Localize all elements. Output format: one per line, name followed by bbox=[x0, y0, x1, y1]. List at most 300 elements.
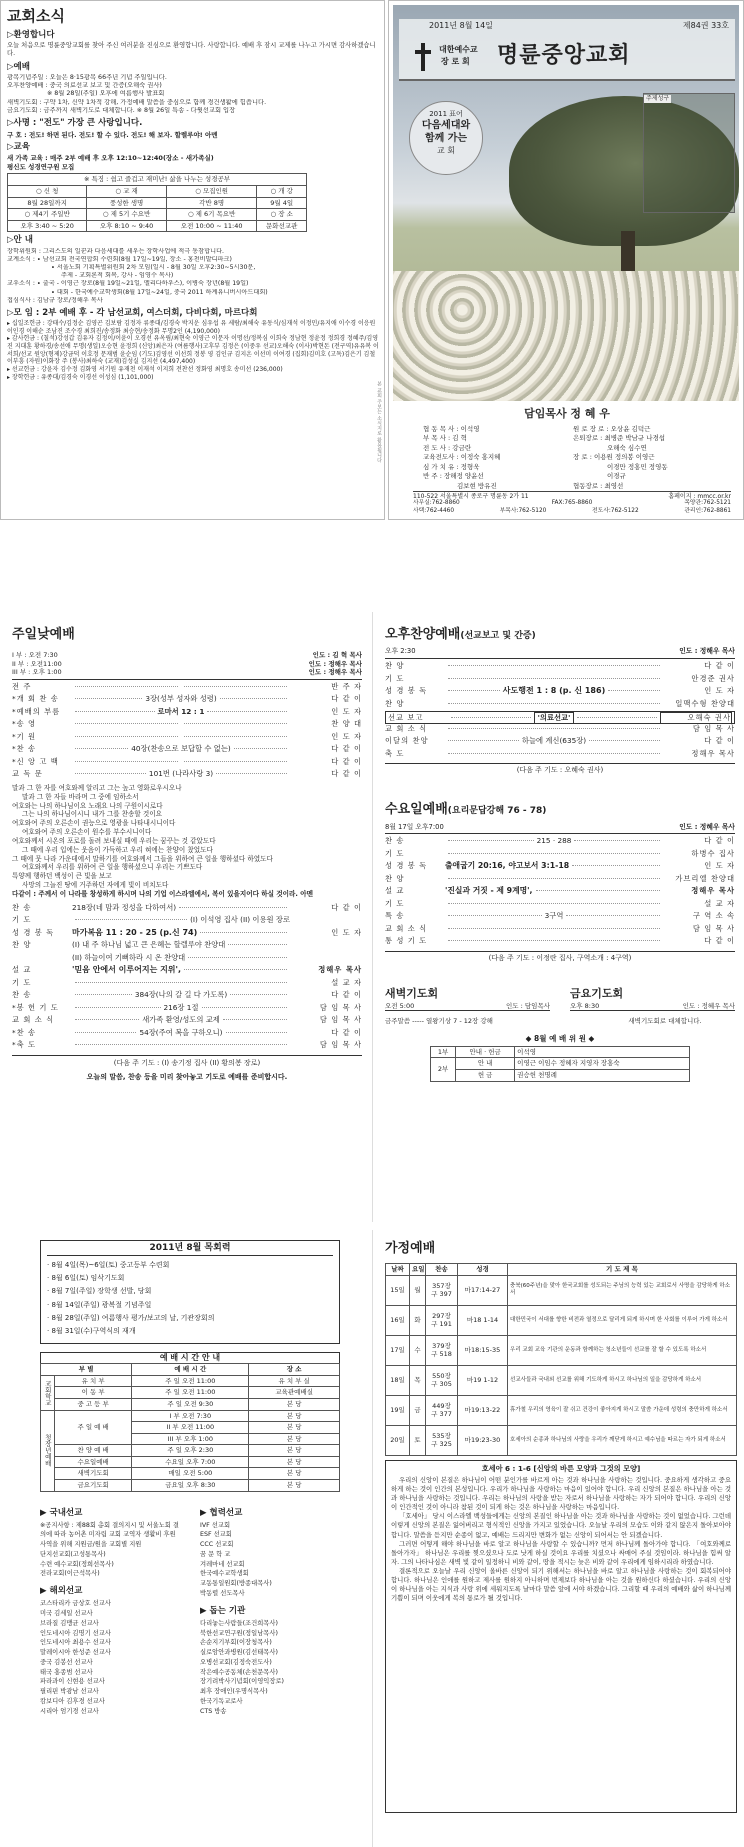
overseas-mission-line: 캄보디아 김후경 선교사 bbox=[40, 1697, 105, 1705]
table-cell: 각반 8명 bbox=[166, 197, 257, 209]
wednesday-subtitle: (요리문답강해 76 - 78) bbox=[447, 806, 547, 817]
reading-line: 그는 나의 하나님이시니 내가 그를 찬송할 것이요 bbox=[22, 810, 162, 819]
reading-line: 여호와여 주의 오른손이 권능으로 영광을 나타내시니이다 bbox=[12, 819, 176, 828]
staff-entry: 협동장로 : 최영선 bbox=[573, 481, 624, 490]
order-item: 찬 송 215 · 288 다 같 이 bbox=[385, 836, 735, 846]
staff-entry: 오해숙 심수연 bbox=[607, 443, 647, 452]
calendar-box bbox=[40, 1240, 340, 1344]
coop-mission-line: IVF 선교회 bbox=[200, 1521, 231, 1529]
staff-entry: 심 가 치 유 : 정형욱 bbox=[423, 462, 480, 471]
worship-line: 오후찬양예배 : 중국 의료선교 보고 및 간증(오해숙 권사) bbox=[7, 82, 162, 90]
table-cell: 마18:15-35 bbox=[458, 1335, 508, 1365]
table-cell: 마19:13-22 bbox=[458, 1395, 508, 1425]
phone: 전도사:762-5122 bbox=[592, 508, 639, 514]
welcome-heading: ▷환영합니다 bbox=[7, 29, 55, 40]
schedule-group: 교회학교 bbox=[41, 1375, 55, 1410]
devotional-paragraph: 결론적으로 오늘날 우리 신앙이 올바른 신앙이 되기 위해서는 하나님을 바로 알고 하나님을 사랑하는 것이 회복되어야 합니다. 하나님은 인애를 원하고 제사를 원하지 아니하며 번제보다 하나님을 아는 것을 원하신다 하셨습니다. 우리의 신앙이 하나님을 아는 지식과 사랑 위에 세워지도록 날마다 말씀 앞에 서야 하겠습니다. 그리할 때 우리의 예배와 삶이 하나님께 기쁨이 되며 이웃에게 복의 통로가 될 것입니다. bbox=[391, 1566, 731, 1603]
cover-page bbox=[388, 0, 744, 520]
order-item: 전 주 반 주 자 bbox=[12, 681, 362, 691]
table-cell: 마19:23-30 bbox=[458, 1425, 508, 1455]
reading-line: 말과 그 한 자를 여호와께 알리고 그는 높고 영화로우시오나 bbox=[12, 783, 182, 792]
staff-entry: 교육전도사 : 이정숙 홍지혜 bbox=[423, 453, 501, 462]
table-cell: 충북(60주년)을 맞아 한국교회를 성도되는 주님의 능력 있는 교회로서 사명을 감당하게 하소서 bbox=[508, 1275, 737, 1305]
overseas-mission-line: 중국 김봉선 선교사 bbox=[40, 1658, 93, 1666]
overseas-mission-line: 필리핀 박광남 선교사 bbox=[40, 1688, 99, 1696]
phone: 관리인:762-8861 bbox=[684, 508, 731, 514]
devotional-paragraph: 그러면 어떻게 해야 하나님을 바로 알고 하나님을 사랑할 수 있습니까? 먼저 하나님께 돌아가야 합니다. 「여호와께로 돌아가자」 하나님은 우리를 찢으셨으나 도로 낫게 하실 것이요 우리를 치셨으나 싸매어 주실 것임이라. 하나님을 힘써 알자. 그의 나타나심은 새벽 빛 같이 일정하니 비와 같이, 땅을 적시는 늦은 비와 같이 우리에게 임하시리라 하였습니다. bbox=[391, 1539, 731, 1566]
info-line: 주제 - 교회론적 회복, 강사 - 임영수 목사) bbox=[61, 272, 174, 280]
friday-title: 금요기도회 bbox=[570, 987, 624, 1001]
table-cell: ○ 교 재 bbox=[87, 186, 166, 198]
table-header: 예 배 시 간 bbox=[132, 1364, 249, 1376]
table-cell: 금요기도회 bbox=[55, 1479, 132, 1491]
table-cell: I 부 오전 7:30 bbox=[132, 1410, 249, 1422]
table-cell: 오전 10:00 ~ 11:40 bbox=[166, 220, 257, 232]
devotional-box bbox=[385, 1460, 737, 1813]
domestic-mission-line: 수련 예수교회(정희선목사) bbox=[40, 1560, 114, 1568]
order-item: 교 회 소 식 새가족 환영/성도의 교제 담 임 목 사 bbox=[12, 1015, 362, 1025]
table-cell: 수요일예배 bbox=[55, 1456, 132, 1468]
coop-mission-line: 박동렬 선도목사 bbox=[200, 1589, 245, 1597]
table-cell: 월 bbox=[410, 1275, 426, 1305]
table-cell: 19일 bbox=[386, 1395, 410, 1425]
pastor-title: 담임목사 정 혜 우 bbox=[524, 407, 610, 420]
church-name: 명륜중앙교회 bbox=[497, 43, 631, 68]
reading-line: 여호와는 나의 하나님이요 노래요 나의 구원이시로다 bbox=[12, 801, 163, 810]
service-time: II 부 : 오전11:00 bbox=[12, 659, 62, 668]
staff-entry: 부 목 사 : 김 혁 bbox=[423, 434, 467, 443]
table-cell: 20일 bbox=[386, 1425, 410, 1455]
table-cell: 449장 구 377 bbox=[426, 1395, 458, 1425]
table-header: 요일 bbox=[410, 1264, 426, 1276]
table-cell: 유 치 부 bbox=[55, 1375, 132, 1387]
afternoon-worship-page bbox=[372, 612, 744, 1222]
motto-circle bbox=[409, 101, 483, 175]
table-cell: 중 고 등 부 bbox=[55, 1398, 132, 1410]
table-cell: 교육관예배실 bbox=[249, 1387, 340, 1399]
staff-entry: 전 도 사 : 강금란 bbox=[423, 443, 472, 452]
support-org-line: 장기려박사기념회(이영익장로) bbox=[200, 1678, 284, 1686]
order-item: 기 도 (I) 이석영 집사 (II) 이용원 장로 bbox=[12, 915, 290, 925]
phone: 목양관:762-5121 bbox=[684, 500, 731, 506]
education-line: 평신도 성경연구원 모집 bbox=[7, 162, 75, 171]
order-item: 성 경 봉 독 마가복음 11 : 20 - 25 (p.신 74) 인 도 자 bbox=[12, 927, 362, 937]
table-cell: 주 일 오전 9:30 bbox=[132, 1398, 249, 1410]
service-leader: 인도 : 정해우 목사 bbox=[308, 668, 362, 677]
devotional-title: 호세아 6 : 1-6 [신앙의 바른 모양과 그것의 모양] bbox=[481, 1463, 641, 1473]
table-cell: 본 당 bbox=[249, 1445, 340, 1457]
service-leader: 인도 : 김 혁 목사 bbox=[312, 651, 362, 660]
order-item: 축 도 정해우 목사 bbox=[385, 748, 735, 758]
table-cell: 본 당 bbox=[249, 1479, 340, 1491]
phone: FAX:765-8860 bbox=[551, 500, 593, 506]
support-org-line: 다리놓는사람들(조건희목사) bbox=[200, 1619, 278, 1627]
support-org-line: 북한선교연구원(정일남목사) bbox=[200, 1629, 278, 1637]
table-cell: 16일 bbox=[386, 1305, 410, 1335]
staff-entry: 김보현 방유진 bbox=[457, 481, 497, 490]
support-org-line: 오병선교회(김정숙전도사) bbox=[200, 1658, 272, 1666]
church-sect-bottom: 장 로 회 bbox=[441, 57, 470, 66]
coop-mission-line: ESF 선교회 bbox=[200, 1531, 232, 1539]
table-cell: 주 일 오전 11:00 bbox=[132, 1375, 249, 1387]
devotional-paragraph: 「호세아」 당시 이스라엘 백성들에게는 신앙의 본질인 하나님을 아는 것과 하나님을 사랑하는 것이 없었습니다. 그런데 이렇게 신앙의 본질은 잃어버리고 형식적인 신앙을 가지고 있었습니다. 오늘날 우리의 모습도 이와 같지 않은지 돌아보아야 합니다. 말씀을 듣지만 순종이 없고, 예배는 드리지만 변화가 없는 신앙이 되어서는 안 되겠습니다. bbox=[391, 1512, 731, 1539]
staff-entry: 은퇴장로 : 최병준 박남규 나경섭 bbox=[573, 434, 666, 443]
worship-line: 새벽기도회 : 구약 1차, 신약 1차적 강해, 가정예배 말씀을 중심으로 함께 경건생활에 힘씁니다. bbox=[7, 98, 267, 106]
table-cell: ○ 신 청 bbox=[8, 186, 87, 198]
reading-line: 그 때에 뭇 나라 가운데에서 말하기를 여호와께서 그들을 위하여 큰 일을 행하셨다 하였도다 bbox=[12, 854, 273, 863]
table-cell: 이 동 부 bbox=[55, 1387, 132, 1399]
info-line: ∙ 서울노회 기획특별위원회 2차 모임(일시 - 8월 30일 오후2:30~5시30분, bbox=[51, 263, 256, 271]
wednesday-next: (다음 주 기도 : 이정란 집사, 구역소개 : 4구역) bbox=[488, 953, 632, 962]
schedule-table bbox=[40, 1363, 340, 1491]
staff-entry: 장 로 : 이용원 정의봉 이영근 bbox=[573, 453, 655, 462]
order-item: *개 회 찬 송 3장(성부 성자와 성령) 다 같 이 bbox=[12, 694, 362, 704]
reading-line: 여호와여 주의 오른손이 원수를 부수시니이다 bbox=[22, 828, 152, 837]
dawn-leader: 인도 : 담임목사 bbox=[506, 1001, 550, 1010]
table-cell: 매일 오전 5:00 bbox=[132, 1468, 249, 1480]
order-item: 설 교 '진실과 거짓 - 제 9계명', 정해우 목사 bbox=[385, 886, 735, 896]
table-cell: 금요일 오후 8:30 bbox=[132, 1479, 249, 1491]
responsive-reading bbox=[12, 784, 362, 899]
wednesday-time: 8월 17일 오후7:00 bbox=[385, 822, 444, 831]
motto-line: 함께 가는 bbox=[424, 133, 468, 145]
family-worship-page bbox=[372, 1230, 744, 1847]
table-header: 성경 bbox=[458, 1264, 508, 1276]
support-org-line: 실로암안과병원(김선태목사) bbox=[200, 1649, 278, 1657]
table-cell: 유 치 부 실 bbox=[249, 1375, 340, 1387]
table-cell: ○ 제4기 주일반 bbox=[8, 209, 87, 221]
support-org-line: 작은예수공동체(손천문목사) bbox=[200, 1668, 278, 1676]
overseas-mission-line: 브라질 김맹균 선교사 bbox=[40, 1619, 99, 1627]
motto-line: 교 회 bbox=[437, 145, 455, 155]
next-week-prayer: (다음 주 기도 : (I) 송기정 집사 (II) 황의봉 장로) bbox=[113, 1058, 261, 1067]
calendar-item: · 8월 4일(목)~6일(토) 중고등부 수련회 bbox=[47, 1260, 170, 1269]
table-cell: 주 일 예 배 bbox=[55, 1410, 132, 1445]
table-cell: 우리 교회 교육 기관의 운동과 함께하는 청소년들이 선교를 잘 할 수 있도록 하소서 bbox=[508, 1335, 737, 1365]
table-cell: II 부 오전 11:00 bbox=[132, 1422, 249, 1434]
calendar-item: · 8월 7일(주일) 장학생 선발, 당회 bbox=[47, 1287, 152, 1296]
calendar-item: · 8월 28일(주일) 여름행사 평가/보고의 날, 기관장회의 bbox=[47, 1314, 215, 1323]
afternoon-subtitle: (선교보고 및 간증) bbox=[460, 631, 536, 641]
table-cell: 본 당 bbox=[249, 1422, 340, 1434]
support-org-line: 최후 장애인(우명식목사) bbox=[200, 1688, 268, 1696]
table-cell: 선교사들과 국내외 선교를 위해 기도하게 하시고 하나님의 일을 감당하게 하소서 bbox=[508, 1365, 737, 1395]
order-item: *축 도 담 임 목 사 bbox=[12, 1040, 362, 1050]
afternoon-next: (다음 주 기도 : 오혜숙 권사) bbox=[516, 766, 604, 775]
order-item: 찬 송 384장(나의 갈 길 다 가도록) 다 같 이 bbox=[12, 990, 362, 1000]
order-item: 교 회 소 식 담 임 목 사 bbox=[385, 723, 735, 733]
reading-line: 말과 그 한 자들 바라며 그 중에 임하소서 bbox=[22, 792, 139, 801]
afternoon-title: 오후찬양예배 bbox=[385, 627, 461, 642]
info-line: 접심식사 : 김남규 장로/정해우 목사 bbox=[7, 296, 103, 304]
coop-mission-line: CCC 선교회 bbox=[200, 1541, 234, 1549]
table-cell: ○ 제 6기 목요반 bbox=[166, 209, 257, 221]
table-cell: 대한민국이 서대를 향한 비전과 열정으로 달리게 되게 하시며 한 사회를 이루어 가게 하소서 bbox=[508, 1305, 737, 1335]
dawn-text: 금주말씀 ----- 열왕기상 7 - 12장 강해 bbox=[385, 1017, 493, 1026]
worship-heading: ▷예배 bbox=[7, 61, 30, 72]
dawn-time: 오전 5:00 bbox=[385, 1001, 415, 1010]
staff-entry: 이경규 bbox=[607, 472, 626, 481]
table-cell: 휴가철 우리의 영육이 잘 쉬고 건강이 좋아지게 하시고 말씀 가운데 성령의 충만하게 하소서 bbox=[508, 1395, 737, 1425]
education-heading: ▷교육 bbox=[7, 142, 30, 153]
table-cell: 풍성한 생명 bbox=[87, 197, 166, 209]
worship-line: ※ 8월 28일(주일) 오후에 여름행사 발표회 bbox=[47, 90, 165, 98]
table-cell: 주 일 오전 11:00 bbox=[132, 1387, 249, 1399]
mission-text: 구 호 : 전도! 하면 된다. 전도! 할 수 있다. 전도! 해 보자. 할렐루야! 아멘 bbox=[7, 130, 218, 139]
table-cell: 17일 bbox=[386, 1335, 410, 1365]
calendar-item: · 8월 14일(주일) 광복절 기념주일 bbox=[47, 1300, 152, 1309]
welcome-text: 오늘 처음으로 명륜중앙교회를 찾아 주신 여러분을 진심으로 환영합니다. 사랑합니다. 예배 후 잠시 교제를 나누고 가시면 감사하겠습니다. bbox=[7, 42, 376, 58]
table-cell: 주 일 오후 2:30 bbox=[132, 1445, 249, 1457]
reading-line: 다같이 : 주께서 이 나라를 창성하게 하시며 나의 기업 이스라엘에서, 복이 있을지어다 하실 것이라. 아멘 bbox=[12, 889, 313, 898]
schedule-group: 청장년예배 bbox=[41, 1410, 55, 1491]
info-heading: ▷안 내 bbox=[7, 235, 33, 246]
order-item: 기 도 설 교 자 bbox=[12, 977, 362, 987]
cross-icon bbox=[413, 43, 433, 71]
info-line: 장학위원회 : 그리스도의 일꾼과 다음세대를 세우는 장학사업에 적극 동참합니다. bbox=[7, 247, 225, 255]
table-cell: ○ 제 5기 수요반 bbox=[87, 209, 166, 221]
family-worship-table bbox=[385, 1263, 737, 1456]
table-cell: 권승헌 천명례 bbox=[515, 1069, 690, 1081]
table-header: 찬송 bbox=[426, 1264, 458, 1276]
dawn-title: 새벽기도회 bbox=[385, 987, 439, 1001]
staff-list bbox=[423, 425, 723, 491]
table-cell: 호세아의 순종과 하나님의 사랑을 우리가 깨닫게 하시고 예수님을 따르는 자가 되게 하소서 bbox=[508, 1425, 737, 1455]
table-cell: 안 내 bbox=[456, 1058, 515, 1070]
overseas-mission-line: 인도네시아 최용수 선교사 bbox=[40, 1639, 111, 1647]
table-cell: 마17:14-27 bbox=[458, 1275, 508, 1305]
church-sect-top: 대한예수교 bbox=[439, 45, 478, 54]
sunday-worship-title: 주일낮예배 bbox=[12, 627, 75, 642]
order-item: 찬 양 일맥수형 찬양대 bbox=[385, 698, 735, 708]
info-line: 교우소식 : ∙ 출국 - 이영근 장로(8월 19일~21일, 멜리다하우스), 이병숙 장년(8월 19일) bbox=[7, 280, 249, 288]
order-item: 이달의 찬양 하늘에 계신(635장) 다 같 이 bbox=[385, 736, 735, 746]
roster-table bbox=[430, 1046, 690, 1082]
calendar-title: 2011년 8월 목회력 bbox=[47, 1243, 333, 1256]
bible-study-table bbox=[7, 173, 307, 232]
phone: 사무실:762-8860 bbox=[413, 500, 460, 506]
phone-row bbox=[413, 500, 731, 508]
motto-line: 다음세대와 bbox=[421, 120, 471, 132]
support-org-line: 손순지기부회(이장청목사) bbox=[200, 1639, 272, 1647]
calendar-page bbox=[0, 1230, 372, 1847]
reading-line: 여호와께서 우리를 위하여 큰 일을 행하셨으니 우리는 기쁘도다 bbox=[22, 863, 203, 872]
table-header: 날짜 bbox=[386, 1264, 410, 1276]
table-cell: 안내 · 헌금 bbox=[456, 1046, 515, 1058]
staff-entry: 반 주 : 장해정 양윤선 bbox=[423, 472, 484, 481]
worship-line: 광복기념주일 : 오늘은 8·15광복 66주년 기념 주일입니다. bbox=[7, 73, 167, 81]
offering-heading: ▷모 임 : 2부 예배 후 - 각 남선교회, 여스더회, 다비다회, 마르다회 bbox=[7, 307, 258, 318]
devotional-paragraph: 우리의 신앙이 본질은 하나님이 어떤 분인가를 바르게 아는 것과 하나님을 사랑하는 것입니다. 중요하게 생각하고 중요하게 하는 것이 인간의 본성입니다. 우리가 하나님을 사랑하는 마음이 있어야 합니다. 우리 신앙의 본질은 하나님을 아는 것과 하나님을 사랑하는 것입니다. 우리는 하나님의 사랑을 받는 자로서 하나님을 사랑하는 자가 되어야 합니다. 우리의 신앙이 인간적인 것이 아니라 참된 것이 되게 하는 것은 하나님을 사랑하는 마음입니다. bbox=[391, 1475, 731, 1512]
table-header: 기 도 제 목 bbox=[508, 1264, 737, 1276]
phone-row bbox=[413, 508, 731, 516]
staff-entry: 원 로 장 로 : 오상윤 김덕근 bbox=[573, 425, 651, 433]
overseas-mission-line: 파라과이 신현용 선교사 bbox=[40, 1678, 105, 1686]
domestic-mission-line: ※공지사항 : 제88회 총회 결의지시 및 서울노회 결의에 따라 농어촌 미자립 교회 교역자 생활비 후원 사역을 위해 지원금/원을 교회별 지원 bbox=[40, 1521, 179, 1549]
table-cell: 이석영 bbox=[515, 1046, 690, 1058]
family-worship-title: 가정예배 bbox=[385, 1241, 436, 1256]
schedule-title: 예 배 시 간 안 내 bbox=[40, 1352, 340, 1364]
offering-line: ▸ 장학헌금 : 유종대/김경숙 이경선 이성심 (1,101,000) bbox=[7, 373, 154, 381]
order-item: *찬 송 40장(찬송으로 보답할 수 없는) 다 같 이 bbox=[12, 744, 362, 754]
table-cell: 본 당 bbox=[249, 1398, 340, 1410]
friday-leader: 인도 : 정혜우 목사 bbox=[682, 1001, 735, 1010]
order-item: *신 앙 고 백 다 같 이 bbox=[12, 756, 362, 766]
table-cell: 이영근 이임수 정혜자 지영자 장홍숙 bbox=[515, 1058, 690, 1070]
coop-mission-line: 교동통일원회(방종대목사) bbox=[200, 1580, 272, 1588]
motto-title: 2011 표어 bbox=[429, 110, 463, 118]
table-cell: 2부 bbox=[431, 1058, 456, 1081]
overseas-mission-line: 코스타리카 금상호 선교사 bbox=[40, 1600, 111, 1608]
footer-note: 오늘의 말씀, 찬송 등을 미리 찾아놓고 기도로 예배를 준비합시다. bbox=[86, 1072, 288, 1081]
reading-line: 사망의 그늘진 땅에 거주하던 자에게 빛이 비치도다 bbox=[22, 881, 169, 889]
table-cell: 297장 구 191 bbox=[426, 1305, 458, 1335]
afternoon-time: 오후 2:30 bbox=[385, 647, 416, 656]
service-time: I 부 : 오전 7:30 bbox=[12, 651, 58, 660]
theme-verse-box bbox=[643, 93, 735, 213]
afternoon-leader: 인도 : 정해우 목사 bbox=[679, 647, 735, 656]
table-cell: 550장 구 305 bbox=[426, 1365, 458, 1395]
table-cell: 535장 구 325 bbox=[426, 1425, 458, 1455]
table-cell: 1부 bbox=[431, 1046, 456, 1058]
table-cell: 화 bbox=[410, 1305, 426, 1335]
staff-entry: 협 동 목 사 : 이석영 bbox=[423, 425, 480, 433]
table-cell: ○ 모집인원 bbox=[166, 186, 257, 198]
order-item: (II) 하늘이여 기뻐하라 시 온 찬양대 bbox=[12, 953, 362, 966]
order-item: 찬 양 다 같 이 bbox=[385, 661, 735, 671]
order-item: 성 경 봉 독 사도행전 1 : 8 (p. 신 186) 인 도 자 bbox=[385, 686, 735, 696]
friday-time: 오후 8:30 bbox=[570, 1001, 600, 1010]
friday-text: 새벽기도회로 대체합니다. bbox=[628, 1017, 702, 1026]
table-cell: 수 bbox=[410, 1335, 426, 1365]
overseas-mission-line: 말레이시아 한성준 선교사 bbox=[40, 1649, 111, 1657]
table-cell: 본 당 bbox=[249, 1468, 340, 1480]
order-item: *기 원 인 도 자 bbox=[12, 731, 362, 741]
calendar-item: · 8월 31일(수)구역식의 재개 bbox=[47, 1327, 136, 1336]
domestic-mission-line: 전라교회(이근석목사) bbox=[40, 1570, 100, 1578]
table-cell: 수요일 오후 7:00 bbox=[132, 1456, 249, 1468]
table-cell: 오후 8:10 ~ 9:40 bbox=[87, 220, 166, 232]
overseas-mission-heading: ▶ 해외선교 bbox=[40, 1586, 83, 1597]
sunday-worship-page bbox=[0, 612, 372, 1222]
support-org-heading: ▶ 돕는 기관 bbox=[200, 1605, 246, 1616]
address: 110-522 서울특별시 종로구 명륜동 2가 11 bbox=[413, 493, 529, 500]
news-page bbox=[0, 0, 385, 520]
order-item: 교 독 문 101번 (나라사랑 3) 다 같 이 bbox=[12, 769, 362, 779]
news-title: 교회소식 bbox=[7, 7, 65, 25]
mission-heading: ▷사명 : "전도" 가장 큰 사랑입니다. bbox=[7, 118, 143, 129]
table-cell: 금 bbox=[410, 1395, 426, 1425]
order-item: 기 도 설 교 자 bbox=[385, 898, 735, 908]
overseas-mission-line: 시리아 엄기경 선교사 bbox=[40, 1707, 99, 1715]
info-line: 교계소식 : ∙ 남선교회 전국연합회 수련회(8월 17일~19일, 장소 - 홍천비발디파크) bbox=[7, 255, 232, 263]
overseas-mission-line: 태국 홍종범 선교사 bbox=[40, 1668, 93, 1676]
info-line: ∙ 대회 - 한국예수교학생회(8월 17일~24일, 중국 2011 하계유니버시아드대회) bbox=[51, 288, 268, 296]
wednesday-title: 수요일예배 bbox=[385, 802, 448, 818]
offering-line: ▸ 선교헌금 : 강윤자 김수정 김화영 서기원 유재천 이재석 이지희 전찬선 정화영 최명호 송미선 (236,000) bbox=[7, 366, 283, 374]
cover-issue: 제84권 33호 bbox=[682, 21, 729, 30]
coop-mission-line: 한국예수교학생회 bbox=[200, 1570, 249, 1578]
table-cell: 찬 양 예 배 bbox=[55, 1445, 132, 1457]
offering-line: ▸ 십일조헌금 : 강태수/김정순 김영곤 김보람 김정자 류종대/김경숙 박지운 심우섭 유 세람/최해숙 유동식/심재석 이정민/유지애 이수경 이응원 이인경 이해순 조남진 조수경 최희진/송정화 최승현/송정화 무명2인 (4,190,000) bbox=[7, 320, 376, 335]
reading-line: 여호와께서 시온의 포로를 돌려 보내실 때에 우리는 꿈꾸는 것 같았도다 bbox=[12, 836, 216, 845]
order-item: 설 교 '믿음 안에서 이루어지는 지위', 정해우 목사 bbox=[12, 965, 362, 975]
table-cell: 새벽기도회 bbox=[55, 1468, 132, 1480]
table-cell: 토 bbox=[410, 1425, 426, 1455]
table-cell: ○ 개 강 bbox=[257, 186, 307, 198]
order-item: 통 성 기 도 다 같 이 bbox=[385, 936, 735, 946]
table-cell: 오후 3:40 ~ 5:20 bbox=[8, 220, 87, 232]
table-cell: 본 당 bbox=[249, 1456, 340, 1468]
table-cell: 9월 4일 bbox=[257, 197, 307, 209]
order-item: 찬 송 218장(네 맘과 정성을 다하여서) 다 같 이 bbox=[12, 902, 362, 912]
order-item: *찬 송 54장(주여 복을 구하오니) 다 같 이 bbox=[12, 1027, 362, 1037]
coop-mission-line: 꿈 문 학 교 bbox=[200, 1550, 231, 1558]
order-item: *봉 헌 기 도 216장 1절 담 임 목 사 bbox=[12, 1002, 362, 1012]
table-cell: 357장 구 397 bbox=[426, 1275, 458, 1305]
order-item: 성 경 봉 독 출애굽기 20:16, 야고보서 3:1-18 인 도 자 bbox=[385, 861, 735, 871]
roster-title: ◆ 8월 예 배 위 원 ◆ bbox=[525, 1033, 595, 1043]
table-cell: 마18 1-14 bbox=[458, 1305, 508, 1335]
vertical-note: 본 교회 주보는 소식지로 활용됩니다 bbox=[376, 381, 382, 463]
table-cell: 본 당 bbox=[249, 1410, 340, 1422]
table-cell: 헌 금 bbox=[456, 1069, 515, 1081]
cover-date: 2011년 8월 14일 bbox=[429, 21, 493, 30]
cover-header bbox=[399, 19, 735, 81]
coop-mission-line: 겨레마네 선교회 bbox=[200, 1560, 245, 1568]
order-item: *예배의 부름 로마서 12 : 1 인 도 자 bbox=[12, 706, 362, 716]
service-leader: 인도 : 정해우 목사 bbox=[308, 659, 362, 668]
table-cell: 18일 bbox=[386, 1365, 410, 1395]
order-item: 기 도 안경준 권사 bbox=[385, 673, 735, 683]
service-time: III 부 : 오후 1:00 bbox=[12, 668, 62, 677]
reading-line: 그 때에 우리 입에는 웃음이 가득하고 우리 혀에는 찬양이 찼었도다 bbox=[22, 845, 213, 854]
wednesday-leader: 인도 : 정혜우 목사 bbox=[679, 822, 735, 831]
support-org-line: 한국기독교로사 bbox=[200, 1697, 243, 1705]
table-header: 부 별 bbox=[41, 1364, 132, 1376]
verse-tag: 주제성구 bbox=[646, 95, 670, 102]
support-org-line: CTS 방송 bbox=[200, 1707, 227, 1715]
table-cell: 8월 28일까지 bbox=[8, 197, 87, 209]
reading-line: 특양께 행하던 백성이 큰 빛을 보고 bbox=[12, 872, 112, 881]
order-item: 교 회 소 식 담 임 목 사 bbox=[385, 923, 735, 933]
table-cell: III 부 오후 1:00 bbox=[132, 1433, 249, 1445]
table-cell: 본 당 bbox=[249, 1433, 340, 1445]
order-item: 기 도 하병수 집사 bbox=[385, 848, 735, 858]
order-item: 찬 양 (I) 내 주 하나님 넓고 큰 은혜는 할렐루야 찬양대 bbox=[12, 940, 362, 953]
bible-study-banner: ※ 특징 : 쉽고 즐겁고 재미난! 삶을 나누는 성경공부 bbox=[8, 174, 307, 186]
order-item: 선교 보고 '의료선교' 오해숙 권사 bbox=[385, 711, 735, 724]
table-cell: 379장 구 518 bbox=[426, 1335, 458, 1365]
calendar-item: · 8월 6일(토) 임삭기도회 bbox=[47, 1274, 125, 1283]
table-cell: 15일 bbox=[386, 1275, 410, 1305]
table-cell: 문화선교관 bbox=[257, 220, 307, 232]
offering-line: ▸ 감사헌금 : (칠석)강성갑 김유자 김정이/이윤이 오경선 유옥림/최현숙 이영근 이문자 이명선/정복심 이희숙 정남현 정윤정 정희경 정혜주/김영진 지대훈 황하경/송선애 무명(생일)오승현 윤정희 (신앙)최은자 (여름행사)고후부 김정은 (이중우 선교)오해숙 (이사)박현돈 (전구역)유유복 이서희/선교 원앙(형제)강금덕 이호정 문재범 윤순임 (기도)김영선 이선희 정봉 영 김인규 김지온 이선미 이여경 (집회)김미호 (고독)김은기 김철 이부흥 (자원)이화장 주 (봉사)최하숙 (교재)김성실 김지선 (4,497,400) bbox=[7, 335, 379, 366]
table-header: 장 소 bbox=[249, 1364, 340, 1376]
worship-line: 금요기도회 : 금주까지 새벽기도로 대체합니다. ※ 8월 26일 특송 - 다윗선교회 입장 bbox=[7, 107, 236, 115]
table-cell: 마19 1-12 bbox=[458, 1365, 508, 1395]
coop-mission-heading: ▶ 협력선교 bbox=[200, 1507, 243, 1518]
sheep-field bbox=[393, 271, 739, 401]
overseas-mission-line: 미국 김세일 선교사 bbox=[40, 1610, 93, 1618]
overseas-mission-line: 인도네시아 김명기 선교사 bbox=[40, 1629, 111, 1637]
staff-entry: 이경만 정홍민 정영동 bbox=[607, 462, 668, 471]
phone: 부목사:762-5120 bbox=[499, 508, 547, 514]
phone: 사택:762-4460 bbox=[413, 508, 455, 514]
table-cell: 목 bbox=[410, 1365, 426, 1395]
domestic-mission-line: 단지선교회(고성통목사) bbox=[40, 1550, 106, 1558]
homepage: 홈페이지 : mmcc.or.kr bbox=[668, 493, 731, 500]
